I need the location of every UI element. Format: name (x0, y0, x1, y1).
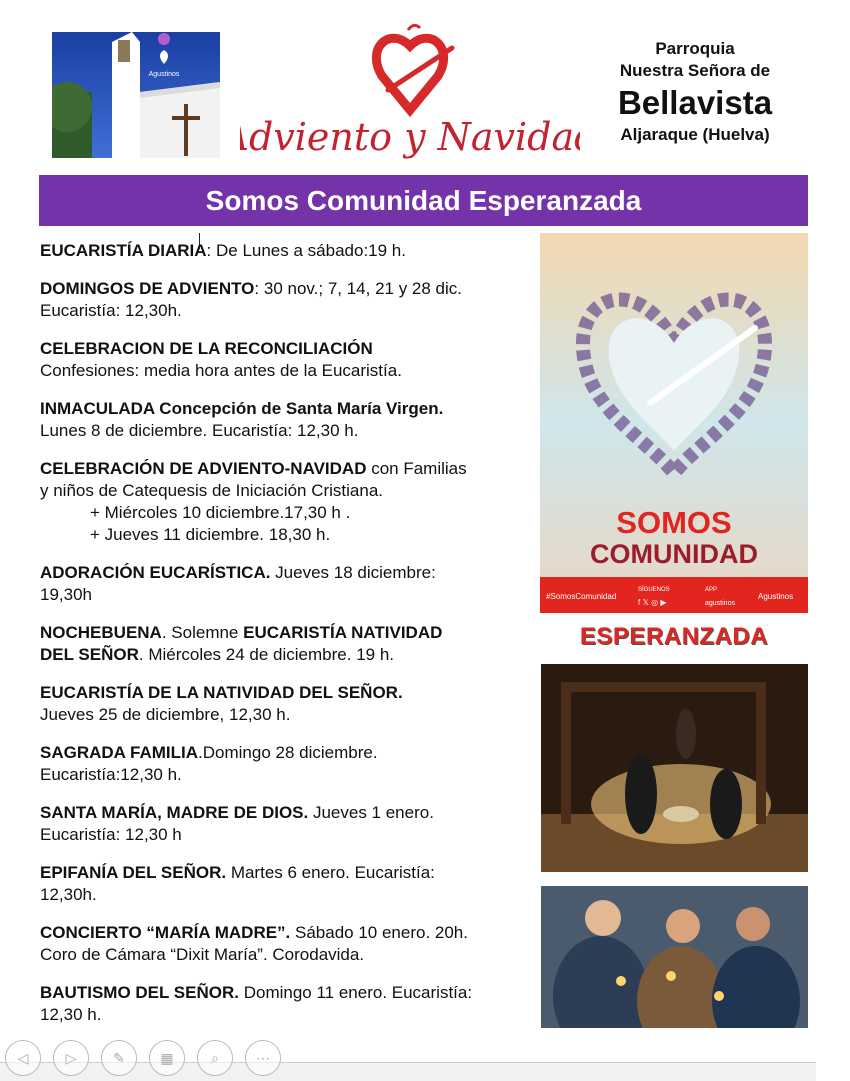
schedule-entry: EUCARISTÍA DIARIA: De Lunes a sábado:19 h. (40, 241, 406, 260)
previous-icon[interactable]: ◁ (5, 1040, 41, 1076)
poster-follow-label: SÍGUENOS (638, 587, 670, 593)
adviento-logo (240, 18, 580, 168)
somos-comunidad-poster (540, 233, 808, 613)
candles-photo (541, 886, 808, 1028)
poster-app-name: agustinos (705, 600, 735, 607)
poster-app-label: APP (705, 587, 718, 593)
schedule-entry: CELEBRACIÓN DE ADVIENTO-NAVIDAD con Familias y niños de Catequesis de Iniciación Cristiana. + Miércoles 10 diciembre.17,30 h . + Jueves 11 diciembre. 18,30 h. (40, 459, 467, 544)
church-logo-text: Agustinos (148, 71, 180, 78)
viewer-controls (5, 1040, 281, 1076)
schedule-entry: DOMINGOS DE ADVIENTO: 30 nov.; 7, 14, 21 y 28 dic. Eucaristía: 12,30h. (40, 279, 463, 320)
next-icon[interactable]: ▷ (53, 1040, 89, 1076)
title-banner: Somos Comunidad Esperanzada (39, 175, 808, 226)
logo-script-text: Adviento y Navidad (240, 115, 580, 159)
schedule-entry: ADORACIÓN EUCARÍSTICA. Jueves 18 diciembre: 19,30h (40, 563, 436, 604)
poster-brand: Agustinos (758, 592, 794, 601)
esperanzada-text: ESPERANZADA (579, 623, 769, 650)
poster-hashtag: #SomosComunidad (546, 592, 617, 601)
schedule-entry: EPIFANÍA DEL SEÑOR. Martes 6 enero. Eucaristía: 12,30h. (40, 863, 435, 904)
more-icon[interactable]: ⋯ (245, 1040, 281, 1076)
parish-line1: Parroquia (655, 39, 735, 58)
schedule-entry: INMACULADA Concepción de Santa María Virgen. Lunes 8 de diciembre. Eucaristía: 12,30 h. (40, 399, 444, 440)
schedule-entry: EUCARISTÍA DE LA NATIVIDAD DEL SEÑOR. Jueves 25 de diciembre, 12,30 h. (40, 683, 403, 724)
parish-name: Bellavista (617, 84, 773, 121)
poster-title-line2: COMUNIDAD (590, 539, 758, 569)
slides-grid-icon[interactable]: ▦ (149, 1040, 185, 1076)
pen-icon[interactable]: ✎ (101, 1040, 137, 1076)
schedule-entry: SAGRADA FAMILIA.Domingo 28 diciembre. Eucaristía:12,30 h. (40, 743, 378, 784)
poster-title-line1: SOMOS (616, 505, 732, 540)
schedule-entry: CELEBRACION DE LA RECONCILIACIÓN Confesiones: media hora antes de la Eucaristía. (40, 339, 402, 380)
svg-text:f 𝕏 ◎ ▶: f 𝕏 ◎ ▶ (638, 598, 667, 607)
church-photo (52, 32, 220, 158)
schedule-list (40, 240, 545, 1042)
schedule-entry: NOCHEBUENA. Solemne EUCARISTÍA NATIVIDAD DEL SEÑOR. Miércoles 24 de diciembre. 19 h. (40, 623, 443, 664)
parish-line2: Nuestra Señora de (619, 61, 771, 80)
nativity-photo (541, 664, 808, 872)
schedule-entry: SANTA MARÍA, MADRE DE DIOS. Jueves 1 enero. Eucaristía: 12,30 h (40, 803, 434, 844)
parish-location: Aljaraque (Huelva) (620, 125, 770, 144)
zoom-icon[interactable]: ⌕ (197, 1040, 233, 1076)
parish-block (590, 38, 800, 146)
schedule-entry: CONCIERTO “MARÍA MADRE”. Sábado 10 enero. 20h. Coro de Cámara “Dixit María”. Corodavida. (40, 923, 468, 964)
schedule-entry: BAUTISMO DEL SEÑOR. Domingo 11 enero. Eucaristía: 12,30 h. (40, 983, 473, 1024)
